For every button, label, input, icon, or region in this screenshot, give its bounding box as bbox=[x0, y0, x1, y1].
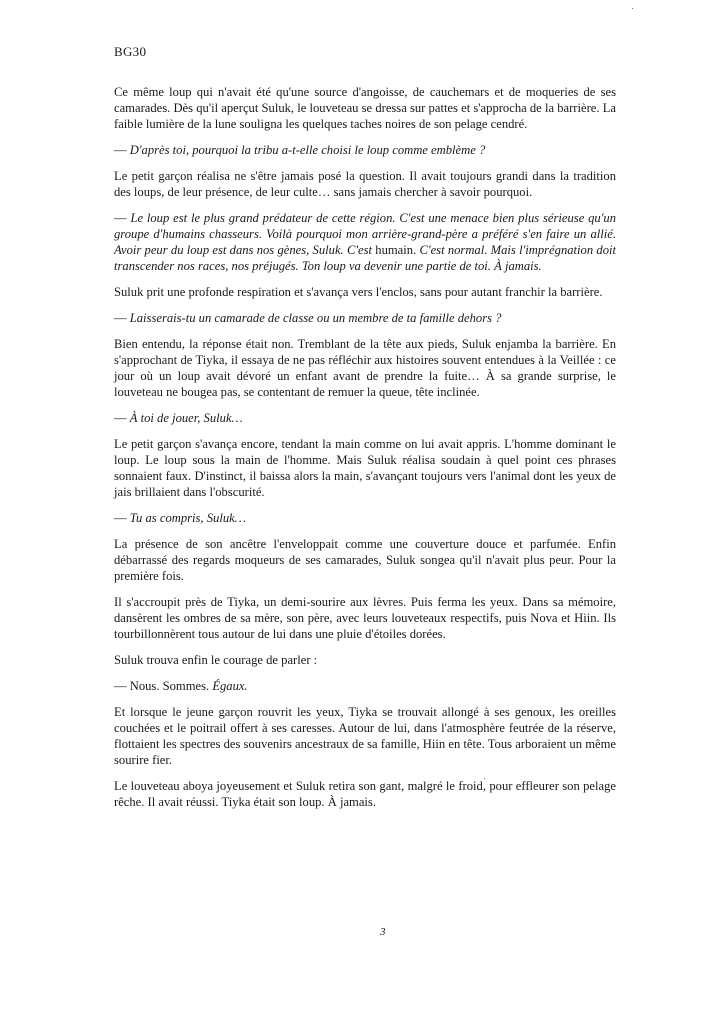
paragraph bbox=[114, 168, 616, 200]
text-run: Suluk prit une profonde respiration et s'avança vers l'enclos, sans pour autant franchir la barrière. bbox=[114, 285, 603, 299]
italic-text: Tu as compris, Suluk… bbox=[129, 511, 246, 525]
paragraph bbox=[114, 704, 616, 768]
paragraph bbox=[114, 84, 616, 132]
text-run: Ce même loup qui n'avait été qu'une source d'angoisse, de cauchemars et de moqueries de ses camarades. Dès qu'il aperçut Suluk, le louveteau se dressa sur pattes et s'approcha de la barrière. La faible lumière de la lune souligna les quelques taches noires de son pelage cendré. bbox=[114, 85, 616, 131]
italic-text: Laisserais-tu un camarade de classe ou un membre de ta famille dehors ? bbox=[129, 311, 502, 325]
paragraph bbox=[114, 436, 616, 500]
text-run: — bbox=[114, 143, 130, 157]
text-run: — bbox=[114, 411, 130, 425]
paragraph bbox=[114, 594, 616, 642]
paragraph bbox=[114, 310, 616, 326]
text-run: Le petit garçon réalisa ne s'être jamais posé la question. Il avait toujours grandi dans la tradition des loups, de leur présence, de leur culte… sans jamais chercher à savoir pourquoi. bbox=[114, 169, 616, 199]
paragraph bbox=[114, 410, 616, 426]
paragraph bbox=[114, 536, 616, 584]
paragraph bbox=[114, 510, 616, 526]
paragraph bbox=[114, 652, 616, 668]
text-run: Le louveteau aboya joyeusement et Suluk retira son gant, malgré le froid, pour effleurer son pelage rêche. Il avait réussi. Tiyka était son loup. À jamais. bbox=[114, 779, 616, 809]
paragraph bbox=[114, 284, 616, 300]
paragraph bbox=[114, 778, 616, 810]
text-run: Bien entendu, la réponse était non. Tremblant de la tête aux pieds, Suluk enjamba la barrière. En s'approchant de Tiyka, il essaya de ne pas réfléchir aux histoires souvent entendues à la Veillée : ce jour où un loup avait dévoré un enfant avant de prendre la fuite… À sa grande surprise, le louveteau ne bougea pas, se contentant de remuer la queue, tête inclinée. bbox=[114, 337, 616, 399]
paragraph bbox=[114, 210, 616, 274]
italic-text: À toi de jouer, Suluk… bbox=[129, 411, 243, 425]
text-run: — Nous. Sommes. bbox=[114, 679, 213, 693]
story-text bbox=[114, 84, 616, 820]
document-code: BG30 bbox=[114, 44, 147, 59]
text-run: — bbox=[114, 511, 130, 525]
text-run: Le petit garçon s'avança encore, tendant la main comme on lui avait appris. L'homme dominant le loup. Le loup sous la main de l'homme. Mais Suluk réalisa soudain à quel point ces phrases sonnaient faux. D'instinct, il baissa alors la main, s'avançant toujours vers l'animal dont les yeux de jais brillaient dans l'obscurité. bbox=[114, 437, 616, 499]
text-run: Suluk trouva enfin le courage de parler : bbox=[114, 653, 318, 667]
scan-speck bbox=[632, 8, 633, 9]
text-run: Et lorsque le jeune garçon rouvrit les yeux, Tiyka se trouvait allongé à ses genoux, les oreilles couchées et le poitrail offert à ses caresses. Autour de lui, dans l'atmosphère feutrée de la réserve, flottaient les spectres des souvenirs ancestraux de sa famille, Hiin en tête. Tous arboraient un même sourire fier. bbox=[114, 705, 616, 767]
paragraph bbox=[114, 336, 616, 400]
italic-text: Le loup est le plus grand prédateur de cette région. C'est une menace bien plus sérieuse qu'un groupe d'humains chasseurs. Voilà pourquoi mon arrière-grand-père a préféré s'en faire un allié. Avoir peur du loup est dans nos gènes, Suluk. C'est bbox=[114, 211, 617, 257]
italic-text: D'après toi, pourquoi la tribu a-t-elle choisi le loup comme emblème ? bbox=[129, 143, 486, 157]
paragraph bbox=[114, 678, 616, 694]
text-run: Il s'accroupit près de Tiyka, un demi-sourire aux lèvres. Puis ferma les yeux. Dans sa mémoire, dansèrent les ombres de sa mère, son père, avec leurs louveteaux respectifs, puis Nova et Hiin. Ils tourbillonnèrent tous autour de lui dans une pluie d'étoiles dorées. bbox=[114, 595, 616, 641]
text-run: — bbox=[114, 311, 130, 325]
page-number: 3 bbox=[380, 926, 386, 938]
text-run: La présence de son ancêtre l'enveloppait comme une couverture douce et parfumée. Enfin débarrassé des regards moqueurs de ses camarades, Suluk songea qu'il n'avait plus peur. Pour la première fois. bbox=[114, 537, 616, 583]
text-run: — bbox=[114, 211, 131, 225]
italic-text: C'est normal. Mais l'imprégnation doit transcender nos races, nos préjugés. Ton loup va devenir une partie de toi. À jamais. bbox=[114, 243, 616, 273]
text-run: humain. bbox=[375, 243, 420, 257]
scan-speck bbox=[484, 778, 485, 779]
italic-text: Égaux. bbox=[212, 679, 248, 693]
paragraph bbox=[114, 142, 616, 158]
